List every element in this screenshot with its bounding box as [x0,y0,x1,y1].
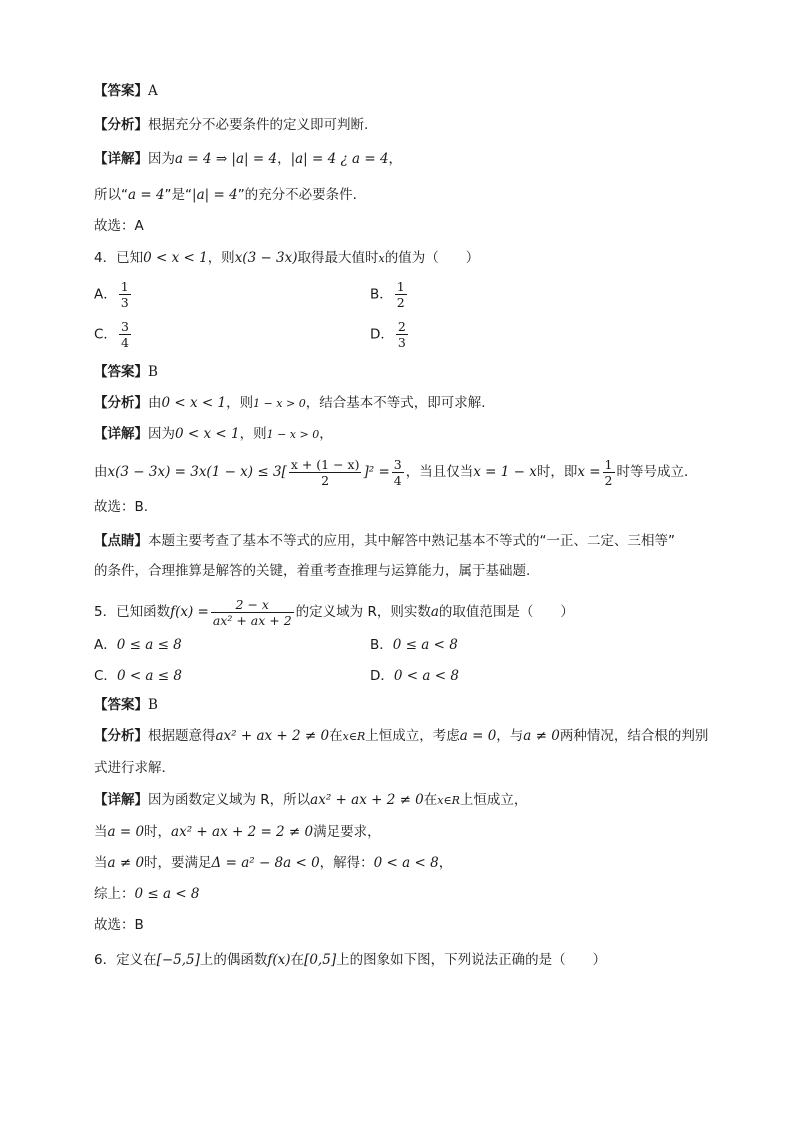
option-fraction [119,319,131,350]
fraction-denominator: 2 [321,472,330,488]
q5-text: 综上： [94,886,135,902]
q5-option-c[interactable] [94,664,182,684]
q5-analysis-line [94,726,708,747]
q3-math: a = 4 [128,187,165,203]
q3-text: ”的充分不必要条件. [237,187,357,203]
q5-detail-line [94,790,527,811]
option-letter: B． [370,286,393,303]
q5-text: 当 [94,824,108,840]
q4-text: 时等号成立． [616,464,698,480]
q5-math: a = 0 [459,728,497,744]
q5-text: 当 [94,855,108,871]
q4-fraction [392,457,404,488]
q4-fraction [603,457,615,488]
q5-text: 时， [144,824,172,840]
q5-option-a[interactable] [94,633,182,653]
q4-text: 因为 [148,426,175,442]
fraction-numerator: x + (1 − x) [290,456,360,472]
q3-detail-text: ， [277,151,291,167]
q4-math: x = 1 − x [473,464,537,480]
q5-text: 时，要满足 [144,855,212,871]
q3-detail-math: |a| = 4 ¿ a = 4 [290,151,389,167]
q4-option-d[interactable] [370,319,410,350]
q6-stem-math: f(x) [267,952,291,968]
q4-text: ，结合基本不等式，即可求解. [305,395,486,411]
q4-detail-line [94,424,333,445]
q4-text: 由 [148,395,162,411]
detail-tag: 【详解】 [94,426,148,442]
q4-choose: 故选：B. [94,499,149,515]
q4-answer-line [94,362,158,382]
q6-stem-text: 6．定义在 [94,952,157,968]
q5-math: a ≠ 0 [107,855,145,871]
q3-detail-text: 因为 [148,151,175,167]
option-letter: A． [94,286,117,303]
q5-text: ， [438,855,453,871]
q5-stem-text: 的定义域为 R，则实数 [295,604,431,620]
q5-text: 上恒成立，考虑 [365,728,460,744]
analysis-tag: 【分析】 [94,395,148,411]
q5-math: ax² + ax + 2 = 2 ≠ 0 [171,824,314,840]
q5-math: x∈R [342,730,366,743]
fraction-denominator: 4 [393,472,402,488]
option-text: 0 < a < 8 [393,668,459,684]
fraction-numerator: 2 − x [211,597,294,613]
q4-stem-text: 取得最大值时 [297,250,379,266]
q4-stem-math: x [378,252,385,265]
option-fraction [395,279,407,310]
fraction-numerator: 1 [120,279,129,294]
q5-answer-line [94,695,158,715]
option-letter: A． [94,637,117,653]
q6-stem [94,950,606,970]
fraction-numerator: 1 [396,279,405,294]
fraction-numerator: 3 [120,319,129,334]
q3-analysis: 根据充分不必要条件的定义即可判断. [148,117,369,133]
q5-math: ax² + ax + 2 ≠ 0 [215,728,330,744]
q3-math: |a| = 4 [192,187,238,203]
q4-stem [94,248,479,269]
q4-stem-math: x(3 − 3x) [234,250,298,266]
q4-math: 0 < x < 1 [161,395,227,411]
q5-stem-text: 的取值范围是（ ） [438,604,574,620]
q3-detail-line [94,149,402,169]
q5-case2-line [94,853,452,873]
q5-option-d[interactable] [370,664,459,684]
q4-math: x(3 − 3x) = 3x(1 − x) ≤ 3[ [107,464,287,480]
q4-text: ，当且仅当 [405,464,474,480]
q5-choose-line [94,915,144,935]
q6-stem-text: 上的偶函数 [199,952,268,968]
q5-math: x∈R [437,794,460,807]
q5-text: 满足要求， [313,824,381,840]
fraction-denominator: 2 [604,472,613,488]
q4-text: ，则 [226,395,254,411]
q5-text: 因为函数定义域为 R，所以 [148,792,311,808]
q5-text: 在 [329,728,343,744]
q3-detail-text: ， [388,151,403,167]
q5-math: a = 0 [107,824,145,840]
answer-tag: 【答案】 [94,697,148,713]
q4-math: ]² = [363,464,390,480]
q4-option-c[interactable] [94,319,133,350]
q4-math: 1 − x > 0 [253,397,306,410]
q5-stem-text: 5．已知函数 [94,604,171,620]
q5-stem-fraction [211,597,294,628]
q5-text: ，与 [496,728,524,744]
option-fraction [396,319,408,350]
q4-stem-text: 的值为（ ） [384,250,480,266]
detail-tag: 【详解】 [94,151,148,167]
option-letter: C． [94,668,117,684]
q3-choose-line [94,216,144,236]
q4-option-b[interactable] [370,279,409,310]
fraction-denominator: 4 [120,335,129,350]
answer-tag: 【答案】 [94,83,148,99]
q4-fraction [289,457,362,488]
q4-stem-text: ，则 [207,250,235,266]
analysis-tag: 【分析】 [94,117,148,133]
option-letter: B． [370,637,393,653]
fraction-denominator: 2 [396,295,405,310]
q4-choose-line [94,497,148,517]
q4-math: 1 − x > 0 [266,428,320,441]
comment-tag: 【点睛】 [94,533,148,549]
option-text: 0 < a ≤ 8 [116,668,182,684]
q3-conclusion-line [94,185,357,205]
q4-analysis-line [94,393,486,414]
q3-choose: 故选：A [94,218,144,234]
q3-text: 所以“ [94,187,128,203]
q4-stem-math: 0 < x < 1 [143,250,208,266]
q6-stem-math: [0,5] [304,952,337,968]
q4-text: 时，即 [536,464,578,480]
q4-comment: 的条件，合理推算是解答的关键，着重考查推理与运算能力，属于基础题. [94,563,531,579]
q5-text: 式进行求解． [94,760,175,776]
option-text: 0 ≤ a ≤ 8 [116,637,182,653]
fraction-denominator: ax² + ax + 2 [212,612,292,628]
q3-detail-math: a = 4 ⇒ |a| = 4 [175,151,278,167]
q4-text: 由 [94,464,108,480]
option-letter: D． [370,326,394,343]
q4-comment-line [94,531,675,551]
q4-option-a[interactable] [94,279,133,310]
q4-math: 0 < x < 1 [175,426,240,442]
fraction-numerator: 2 [397,319,406,334]
q5-text: 根据题意得 [148,728,216,744]
fraction-numerator: 1 [604,456,613,472]
q5-math: 0 < a < 8 [373,855,439,871]
q5-answer: B [148,697,158,713]
q4-comment: 本题主要考查了基本不等式的应用，其中解答中熟记基本不等式的“一正、二定、三相等” [148,533,675,549]
q6-stem-text: 在 [290,952,305,968]
answer-tag: 【答案】 [94,364,148,380]
q5-text: 两种情况，结合根的判别 [559,728,709,744]
q5-math: Δ = a² − 8a < 0 [211,855,320,871]
fraction-denominator: 3 [397,335,406,350]
q4-stem-text: 4．已知 [94,250,144,266]
q4-math: x = [577,464,601,480]
q5-math: 0 ≤ a < 8 [134,886,200,902]
q5-math: a ≠ 0 [523,728,560,744]
q5-analysis-line-2 [94,758,175,778]
q3-analysis-line [94,115,368,135]
q3-answer-line [94,81,158,101]
q5-stem-math: f(x) = [170,604,209,620]
q4-comment-line-2 [94,561,530,581]
option-text: 0 ≤ a < 8 [392,637,458,653]
analysis-tag: 【分析】 [94,728,148,744]
q6-stem-math: [−5,5] [156,952,200,968]
q5-case1-line [94,822,381,842]
option-fraction [119,279,131,310]
q5-choose: 故选：B [94,917,144,933]
q5-option-b[interactable] [370,633,458,653]
fraction-numerator: 3 [393,456,402,472]
detail-tag: 【详解】 [94,792,148,808]
q5-text: ，解得： [319,855,374,871]
q4-answer: B [148,364,158,380]
option-letter: C． [94,326,117,343]
q5-stem-math: a [430,604,439,620]
q5-math: ax² + ax + 2 ≠ 0 [310,792,424,808]
q3-text: ”是“ [164,187,193,203]
q5-summary-line [94,884,200,904]
q5-stem [94,592,574,632]
q4-derivation-line [94,452,698,492]
q5-text: 在 [423,792,438,808]
option-letter: D． [370,668,394,684]
q4-text: ， [319,426,333,442]
q6-stem-text: 上的图象如下图，下列说法正确的是（ ） [336,952,607,968]
fraction-denominator: 3 [120,295,129,310]
q3-answer: A [148,83,158,99]
q4-text: ，则 [239,426,267,442]
q5-text: 上恒成立， [459,792,528,808]
